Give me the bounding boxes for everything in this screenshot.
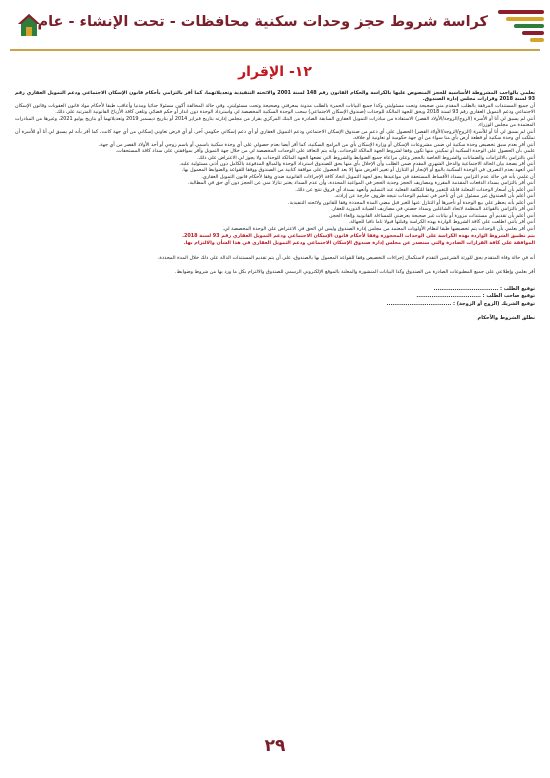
- declaration-paragraph: أنني لم يسبق لي أنا أو الأسرة (الزوج/الزوجة/الأولاد القصر) الاستفادة من مبادرات التمويل العقاري السابقة الصادرة من البنك المركزي بقرار من مجلس إدارته بتاريخ فبراير 2014 أو بتاريخ ديسمبر 2019 وتعديلاتهما أو بتاريخ يوليو 2021، وغيرها من المبادرات المعتمدة من مجلس الوزراء.: [15, 115, 535, 129]
- declaration-paragraph: أن علمي بأنه في حالة عدم التزامي بسداد الأقساط المستحقة في مواعيدها يحق لجهة التمويل اتخاذ كافة الإجراءات القانونية ضدي وفقا لأحكام قانون التمويل العقاري.: [201, 173, 535, 180]
- header-divider: [10, 49, 540, 51]
- declaration-body: [15, 90, 535, 770]
- declaration-paragraph: أنني أقر بعلمي بأن الوحدات يتم تخصيصها طبقا لنظام الأولويات المعتمد من مجلس إدارة الصندوق وليس لي الحق في الاعتراض على الوحدة المخصصة لي.: [222, 225, 535, 232]
- spouse-signature-line[interactable]: توقيع الشريك (الزوج أو الزوجة) : ..................................: [386, 300, 535, 307]
- highlighted-note: يتم تطبيق الشروط الواردة بهذه الكراسة على الوحدات المحجوزة وفقا لأحكام قانون الإسكان الاجتماعي ودعم التمويل العقاري رقم 93 لسنة 2018.: [182, 232, 535, 239]
- declaration-paragraph: أنني أقر بالتزامي بسداد الدفعات المقدمة المقررة ومصاريف الحجز وجدية الحجز في المواعيد المحددة، وأن عدم السداد يعتبر تنازلا مني عن الحجز دون أي حق في المطالبة.: [187, 180, 535, 187]
- declaration-paragraph: أنني أعلم بأن الصندوق غير مسئول عن أي تأخير في تسليم الوحدات نتيجة ظروف خارجة عن إرادته.: [334, 193, 535, 200]
- declaration-paragraph: أنني أقر بالتزامي بالقواعد المنظمة لاتحاد الشاغلين وسداد حصتي في مصاريف الصيانة الدورية للعقار.: [331, 206, 535, 213]
- declaration-paragraph: أنني أقر بصحة بيان الحالة الاجتماعية والدخل الشهري المقدم ضمن الطلب وأن الإخلال بأي منها يحق للصندوق استرداد الوحدة والمبالغ المدفوعة بالكامل دون أدنى مسئولية عليه.: [179, 160, 535, 167]
- declaration-paragraph: علمي بأن الحصول على الوحدة السكنية أو تمكيني منها تكون وفقا لشروط الجهة المالكة للوحدات، وأنه يتم التعاقد على الوحدات المخصصة لي من خلال جهة التمويل وأقر بموافقتي على سداد كافة المستحقات.: [115, 148, 535, 155]
- declaration-paragraph: أنني أعلم بأن أسعار الوحدات المعلنة قابلة للتغيير وفقا للتكلفة الفعلية عند التسليم وأتعهد بسداد أي فروق تنتج عن ذلك.: [295, 186, 535, 193]
- declaration-paragraph: أنني أقر بأنني اطلعت على كافة الشروط الواردة بهذه الكراسة وقبلتها قبولا تاما نافيا للجهالة.: [348, 219, 535, 226]
- signature-line[interactable]: توقيع الطلب : ..................................: [433, 285, 535, 292]
- declaration-paragraph: بعلمي بالواجب المشروطة الأساسية للحجز المنصوص عليها بالكراسة والحكام القانون رقم 148 لسنة 2001 والائحته التنفيذية وتعديلاتهما، كما أقر بالتزامي بأحكام قانون الإسكان الاجتماعي ودعم التمويل العقاري رقم 93 لسنة 2018 وقرارات مجلس إدارة الصندوق.: [15, 90, 535, 103]
- declaration-paragraph: أنني لم يسبق لي أنا أو للأسرة (الزوج/الزوجة/الأولاد القصر) الحصول على أي دعم من صندوق الإسكان الاجتماعي ودعم التمويل العقاري أو أي دعم إسكاني حكومي آخر، أو أي قرض تعاوني إسكاني من أي جهة كانت، كما أقر بأنه لم يسبق لي أنا أو للأسرة أن تملكت أي وحدة سكنية أو قطعة أرض بأي منا سواء من أي جهة حكومية أو تعاونية أو خلافه.: [15, 128, 535, 142]
- section-title: ١٢- الإقرار: [238, 64, 312, 80]
- declaration-paragraph: أن جميع المستندات المرفقة بالطلب المقدم مني صحيحة وتحت مسئوليتي وكذا جميع البيانات الحمرة بالطلب مدونة بمعرفتي وصحيحة وتحت مسئوليتي، وفي حالة المخالفة أكون مسئولا جنائيا ومدنيا وأعاقب طبقا لأحكام مواد قانون العقوبات وقانون الإسكان الاجتماعي ودعم التمويل العقاري رقم 93 لسنة 2018 ويحق للجهة المالكة للوحدات (صندوق الإسكان الاجتماعي) سحب الوحدة السكنية المخصصة لي واسترداد الوحدة دون انذار أو حكم قضائي وتلغى كافة الأرباح القانونية المترتبة على ذلك.: [15, 102, 535, 116]
- declaration-paragraph: أنني بالتزامي بالالتزامات والضمانات والشروط الخاصة بالحجز وعلى مراعاة جميع الضوابط والشروط التي تضعها الجهة المالكة للوحدات ولا يجوز لي الاعتراض على ذلك.: [197, 154, 535, 161]
- declaration-paragraph: أنني أعلم بأن تقديم أي مستندات مزورة أو بيانات غير صحيحة يعرضني للمساءلة القانونية وإلغاء الحجز.: [328, 212, 535, 219]
- signature-block: [15, 286, 535, 322]
- applicant-signature-line[interactable]: توقيع صاحب الطلب : ..................................: [416, 293, 535, 300]
- highlighted-note: الموافقة على كافة القرارات الصادرة والتي ستصدر عن مجلس إدارة صندوق الإسكان الاجتماعي ودعم التمويل العقاري في هذا الشأن والالتزام بها.: [183, 240, 535, 247]
- declaration-paragraph: أنني أتعهد بعدم التصرف في الوحدة السكنية بالبيع أو الإيجار أو التنازل أو تغيير الغرض منها إلا بعد الحصول على موافقة كتابية من الصندوق ووفقا للقواعد والضوابط المعمول بها.: [181, 167, 535, 174]
- page-header: [0, 0, 550, 52]
- declaration-paragraph: أنني أعلم بأنه يحظر علي بيع الوحدة أو تأجيرها أو التنازل عنها للغير قبل مضي المدة المحددة وفقا للقانون ولائحته التنفيذية.: [288, 199, 535, 206]
- page-number: ٢٩: [264, 736, 286, 756]
- closing-paragraph: أنه في حالة وفاة المتقدم يحق للورثة الشرعيين التقدم لاستكمال إجراءات التخصيص وفقا للقواعد المعمول بها بالصندوق، على أن يتم تقديم المستندات الدالة على ذلك خلال المدة المحددة.: [157, 254, 535, 261]
- acknowledgement-text: نطلق الشروط والأحكام: [477, 314, 535, 321]
- header-stripes: [498, 10, 544, 44]
- header-title: كراسة شروط حجز وحدات سكنية محافظات - تحت الإنشاء - عام: [37, 14, 488, 30]
- declaration-paragraph: أنني أقر بعدم سبق تخصيص وحدة سكنية لي ضمن مشروعات الإسكان أو وزارة الإسكان بأي من البرامج السكنية، كما أقر أيضا بعدم حصولي على أي وحدة سكنية باسمي أو باسم زوجي أو أحد الأولاد القصر من أي جهة.: [98, 141, 535, 148]
- closing-paragraph: أقر بعلمي وإطلاعي على جميع المطبوعات الصادرة من الصندوق وكذا البيانات المنشورة والمعلنة بالموقع الإلكتروني الرسمي للصندوق والالتزام بكل ما ورد بها من شروط وضوابط.: [175, 269, 535, 276]
